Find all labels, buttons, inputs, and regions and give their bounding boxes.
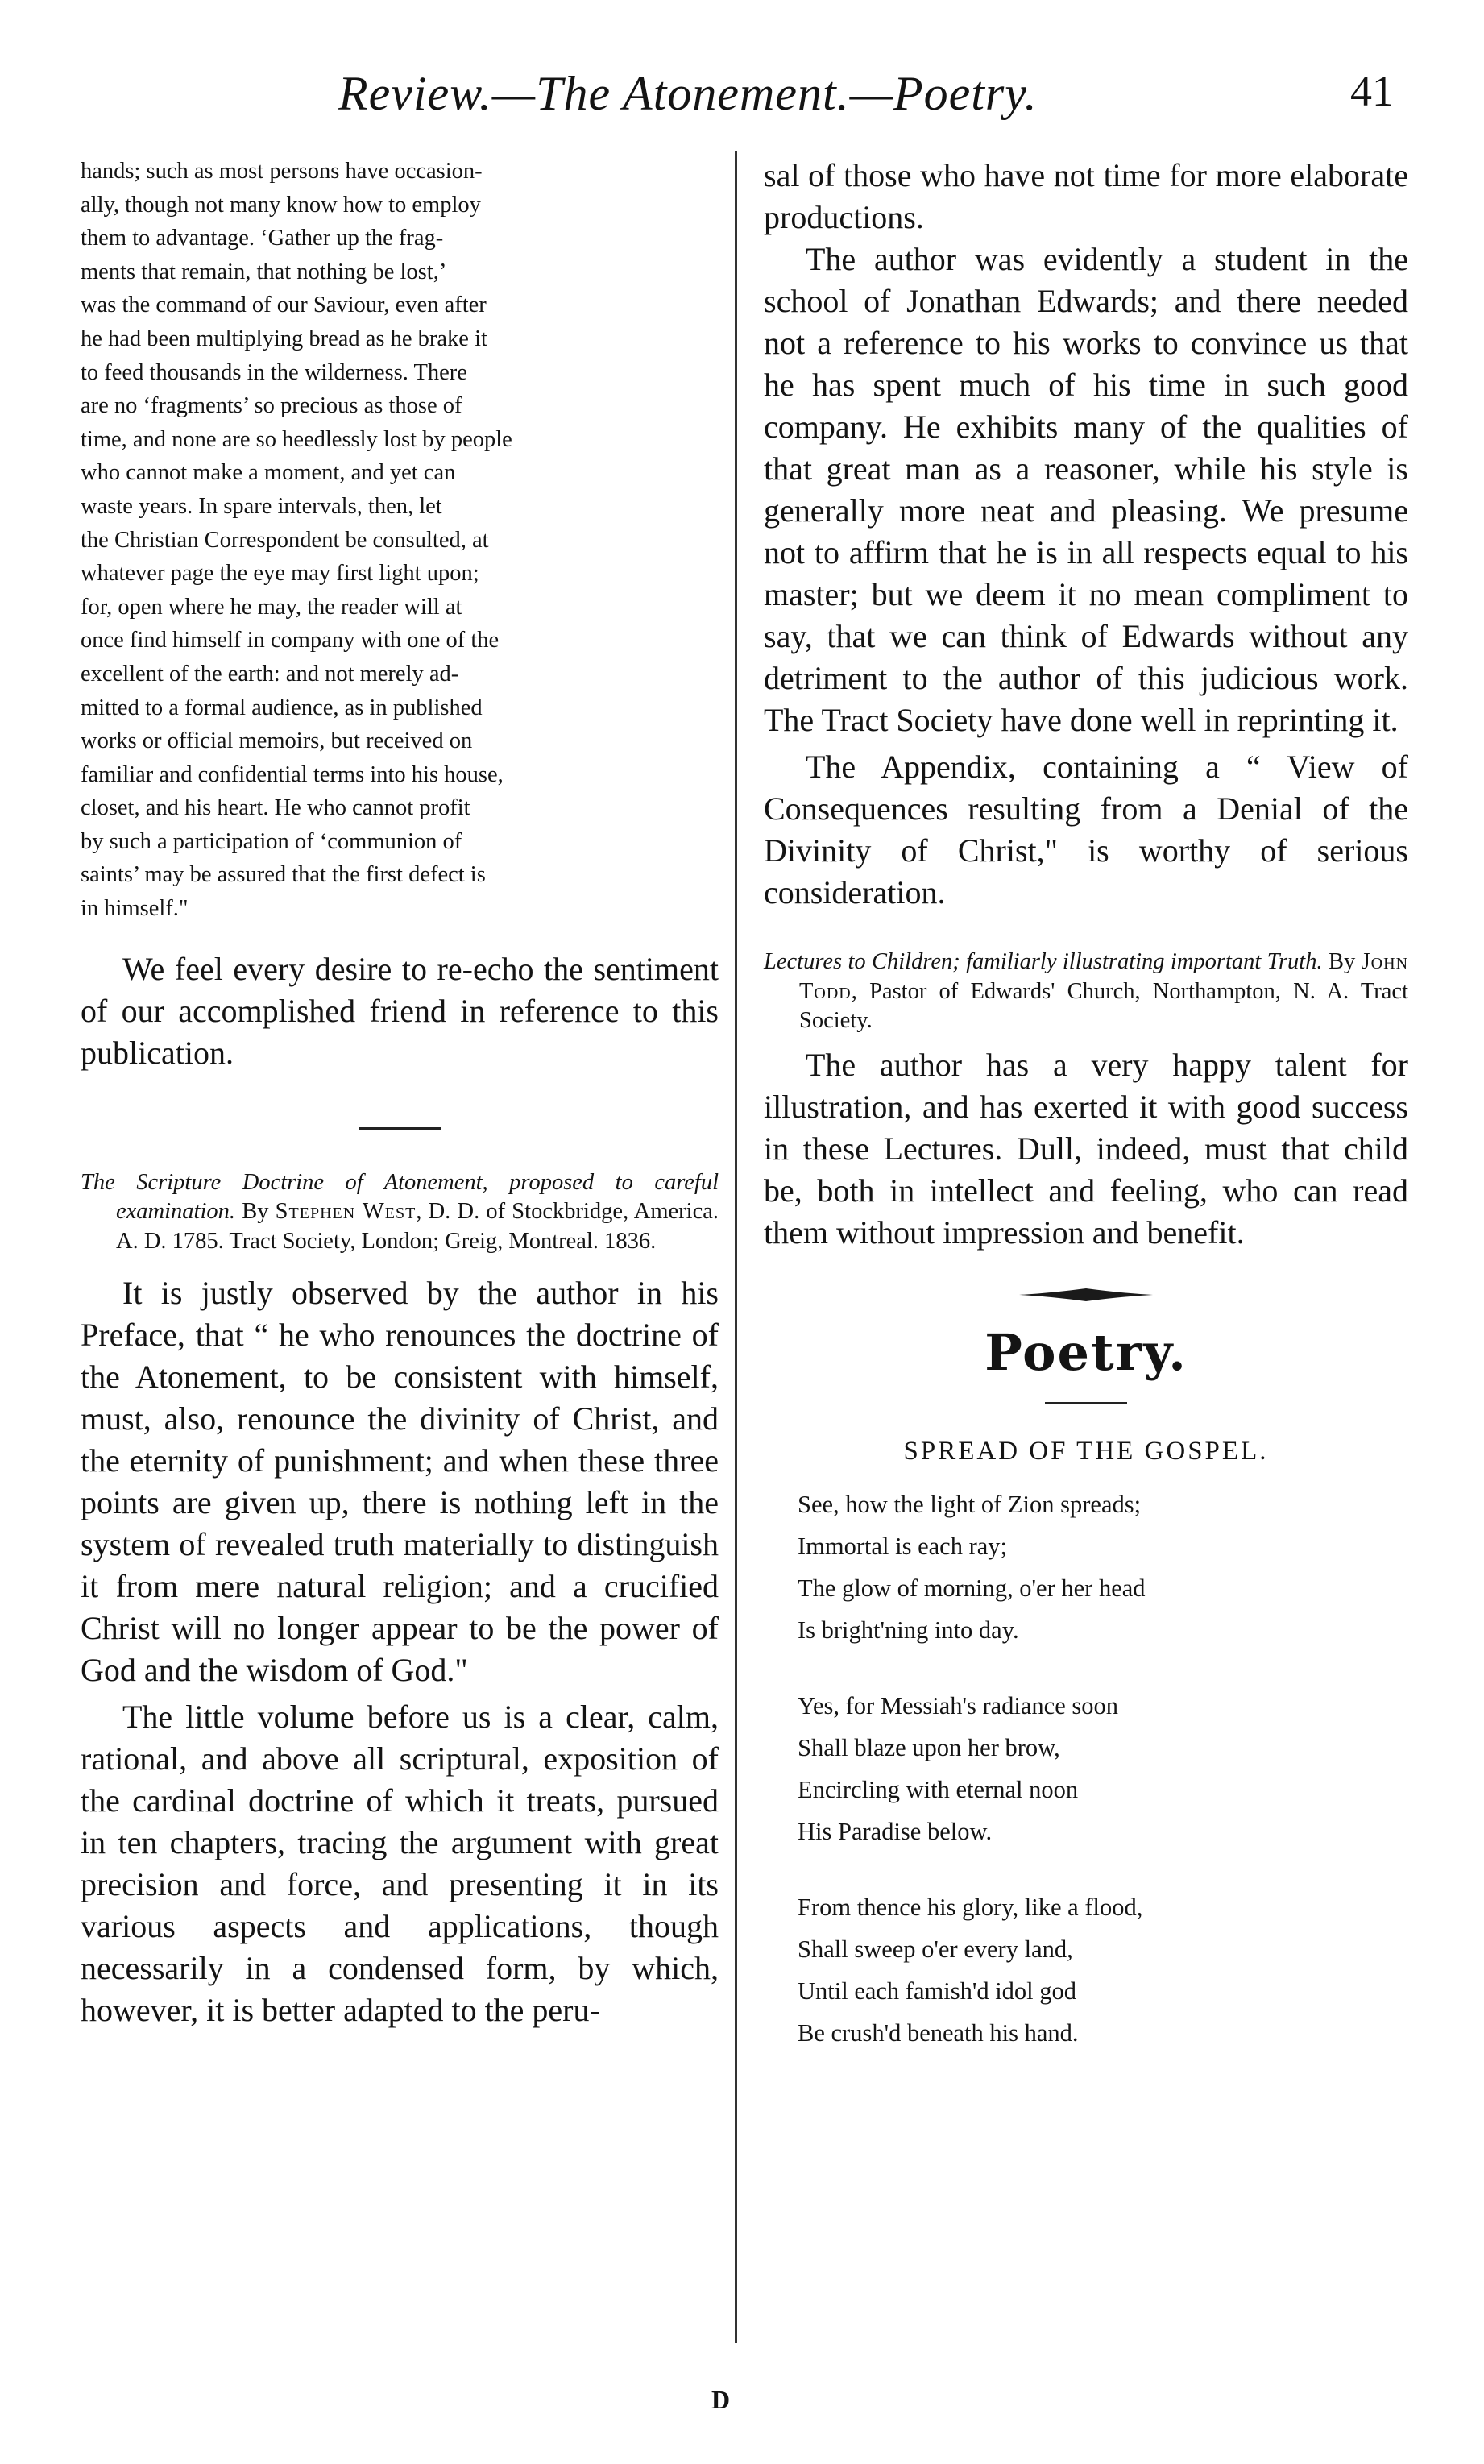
paragraph-little-volume: The little volume before us is a clear, calm, rational, and above all scriptural, exposition of the cardinal doctrine of which it treats, pursued in ten chapters, tracing the argument with great precision and force, and presenting it in its various aspects and applications, though necessarily in a condensed form, by which, however, it is better adapted to the peru- [81,1699,719,2029]
quote-line: are no ‘fragments’ so precious as those of [81,393,462,419]
quote-line: saints’ may be assured that the first defect is [81,862,486,888]
paragraph-continued: sal of those who have not time for more elaborate productions. [764,157,1408,235]
quote-line: whatever page the eye may first light upon; [81,561,479,587]
quote-line: by such a participation of ‘communion of [81,828,462,854]
poem-line: Is bright'ning into day. [798,1616,1019,1644]
poetry-heading: Poetry. [984,1322,1188,1382]
quote-line: for, open where he may, the reader will at [81,594,462,620]
poem-line: The glow of morning, o'er her head [798,1574,1146,1602]
paragraph-justly: It is justly observed by the author in his Preface, that “ he who renounces the doctrine of the Atonement, to be consistent with himself, must, also, renounce the divinity of Christ, and the eternity of punishment; and when these three points are given up, there is nothing left in the system of revealed truth materially to distinguish it from mere natural religion; and a crucified Christ will no longer appear to be the power of God and the wisdom of God." [81,1275,719,1689]
flourish-ornament-icon [1018,1286,1154,1304]
quote-line: the Christian Correspondent be consulted, at [81,527,489,553]
paragraph-author: The author was evidently a student in the school of Jonathan Edwards; and there needed not a reference to his works to convince us that he has spent much of his time in such good company. He exhibits many of the qualities of that great man as a reasoner, while his style is generally more neat and pleasing. We presume not to affirm that he is in all respects equal to his master; but we deem it no mean compliment to say, that we can think of Edwards without any detriment to the author of this judicious work. The Tract Society have done well in reprinting it. [764,241,1408,738]
column-rule [735,151,737,2343]
poem-line: His Paradise below. [798,1817,993,1845]
quote-line: them to advantage. ‘Gather up the frag- [81,226,444,251]
review-by: By [1328,949,1356,974]
quote-line: who cannot make a moment, and yet can [81,460,456,486]
poem-line: Immortal is each ray; [798,1532,1007,1560]
poem-line: Encircling with eternal noon [798,1775,1079,1803]
review-author: Stephen West [275,1199,417,1225]
quote-line: to feed thousands in the wilderness. There [81,359,467,385]
quote-line: waste years. In spare intervals, then, let [81,493,442,519]
poem-stanza [764,1886,1408,2054]
poem-line: See, how the light of Zion spreads; [798,1490,1142,1518]
poem-line: From thence his glory, like a flood, [798,1893,1143,1921]
paragraph-appendix: The Appendix, containing a “ View of Consequences resulting from a Denial of the Divinity of Christ," is worthy of serious consideration. [764,749,1408,911]
quote-line: mitted to a formal audience, as in published [81,695,483,720]
quote-line: hands; such as most persons have occasion- [81,159,483,184]
page-number: 41 [1350,67,1394,115]
signature-mark: D [711,2385,731,2414]
poem-stanza [764,1685,1408,1852]
review-heading-lectures [764,948,1408,1036]
poem-line: Be crush'd beneath his hand. [798,2018,1079,2047]
quote-line: closet, and his heart. He who cannot profit [81,795,470,821]
running-header [0,66,1484,139]
review-publication: , Pastor of Edwards' Church, Northampton, N. A. Tract Society. [799,978,1408,1033]
poem-stanza [764,1483,1408,1651]
review-title: Lectures to Children; familiarly illustrating important Truth. [764,949,1323,974]
poem-line: Yes, for Messiah's radiance soon [798,1691,1118,1719]
review-by: By [242,1199,269,1225]
section-divider [359,1127,441,1130]
quote-line: once find himself in company with one of the [81,628,500,653]
right-column [764,155,1408,2054]
poem-line: Shall sweep o'er every land, [798,1935,1073,1963]
review-title: The Scripture Doctrine of Atonement, proposed to careful examination. [81,1169,719,1225]
poem-line: Until each famish'd idol god [798,1977,1077,2005]
quote-line: works or official memoirs, but received on [81,728,473,754]
paragraph-todd: The author has a very happy talent for illustration, and has exerted it with good success in these Lectures. Dull, indeed, must that child be, both in intellect and feeling, who can read them without impression and benefit. [764,1046,1408,1251]
quote-line: familiar and confidential terms into his house, [81,761,504,787]
quote-line: time, and none are so heedlessly lost by people [81,426,512,452]
review-heading-atonement [81,1168,719,1257]
poetry-divider [1045,1402,1127,1404]
quoted-extract [81,155,719,926]
poem-title: SPREAD OF THE GOSPEL. [903,1436,1269,1466]
quote-line: excellent of the earth: and not merely ad- [81,661,459,687]
quote-line: ally, though not many know how to employ [81,192,481,218]
quote-line: in himself." [81,896,189,922]
quote-line: he had been multiplying bread as he brake it [81,326,487,351]
left-column [81,155,719,2031]
poem-line: Shall blaze upon her brow, [798,1733,1060,1761]
running-title: Review.—The Atonement.—Poetry. [338,67,1038,120]
review-publication: , D. D. of Stockbridge, America. A. D. 1785. Tract Society, London; Greig, Montreal. 1836. [116,1199,719,1254]
review-author: John Todd [799,949,1409,1004]
quote-line: ments that remain, that nothing be lost,’ [81,259,447,284]
paragraph-echo: We feel every desire to re-echo the sentiment of our accomplished friend in reference to this publication. [81,950,719,1071]
quote-line: was the command of our Saviour, even after [81,292,487,318]
